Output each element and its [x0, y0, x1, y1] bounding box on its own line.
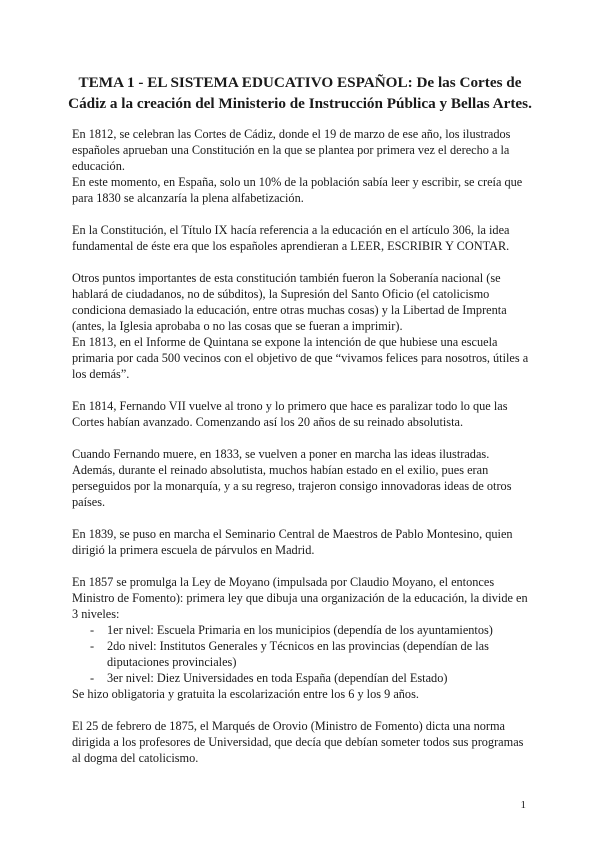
list-item	[72, 670, 532, 686]
paragraph-ley-moyano: En 1857 se promulga la Ley de Moyano (impulsada por Claudio Moyano, el entonces Ministro de Fomento): primera ley que dibuja una organización de la educación, la divide en 3 niveles:	[72, 575, 528, 621]
paragraph-cortes-cadiz: En 1812, se celebran las Cortes de Cádiz, donde el 19 de marzo de ese año, los ilustrados españoles aprueban una Constitución en la que se plantea por primera vez el derecho a la educación.	[72, 127, 511, 173]
paragraph-ideas-ilustradas: Cuando Fernando muere, en 1833, se vuelven a poner en marcha las ideas ilustradas. Además, durante el reinado absolutista, muchos habían estado en el exilio, pues eran perseguidos por la monarquía, y a su regreso, trajeron consigo innovadoras ideas de otros países.	[72, 447, 512, 509]
paragraph-marques-orovio: El 25 de febrero de 1875, el Marqués de Orovio (Ministro de Fomento) dicta una norma dirigida a los profesores de Universidad, que decía que debían someter todos sus programas al dogma del catolicismo.	[72, 719, 524, 765]
paragraph-alfabetizacion: En este momento, en España, solo un 10% de la población sabía leer y escribir, se creía que para 1830 se alcanzaría la plena alfabetización.	[72, 175, 523, 205]
list-item-text: 3er nivel: Diez Universidades en toda España (dependían del Estado)	[107, 671, 448, 685]
list-item	[72, 622, 532, 638]
niveles-list	[72, 622, 532, 686]
list-dash: -	[90, 623, 95, 637]
paragraph-fernando-vii: En 1814, Fernando VII vuelve al trono y lo primero que hace es paralizar todo lo que las Cortes habían avanzado. Comenzando así los 20 años de su reinado absolutista.	[72, 399, 508, 429]
paragraph-seminario-montesino: En 1839, se puso en marcha el Seminario Central de Maestros de Pablo Montesino, quien dirigió la primera escuela de párvulos en Madrid.	[72, 527, 513, 557]
paragraph-titulo-ix: En la Constitución, el Título IX hacía referencia a la educación en el artículo 306, la idea fundamental de éste era que los españoles aprendieran a LEER, ESCRIBIR Y CONTAR.	[72, 223, 510, 253]
list-item	[72, 638, 532, 670]
list-dash: -	[90, 671, 95, 685]
list-dash: -	[90, 639, 95, 653]
paragraph-escolarizacion: Se hizo obligatoria y gratuita la escolarización entre los 6 y los 9 años.	[72, 687, 419, 701]
document-body	[72, 126, 532, 782]
page-number: 1	[520, 799, 526, 811]
paragraph-otros-puntos: Otros puntos importantes de esta constitución también fueron la Soberanía nacional (se hablará de ciudadanos, no de súbditos), la Supresión del Santo Oficio (el catolicismo condiciona demasiado la educación, entre otras muchas cosas) y la Libertad de Imprenta (antes, la Iglesia aprobaba o no las cosas que se fueran a imprimir).	[72, 271, 507, 333]
list-item-text: 1er nivel: Escuela Primaria en los municipios (dependía de los ayuntamientos)	[107, 623, 493, 637]
document-title: TEMA 1 - EL SISTEMA EDUCATIVO ESPAÑOL: De las Cortes de Cádiz a la creación del Ministerio de Instrucción Pública y Bellas Artes.	[68, 74, 532, 112]
list-item-text: 2do nivel: Institutos Generales y Técnicos en las provincias (dependían de las diputaciones provinciales)	[107, 639, 489, 669]
paragraph-informe-quintana: En 1813, en el Informe de Quintana se expone la intención de que hubiese una escuela primaria por cada 500 vecinos con el objetivo de que “vivamos felices para nosotros, útiles a los demás”.	[72, 335, 529, 381]
